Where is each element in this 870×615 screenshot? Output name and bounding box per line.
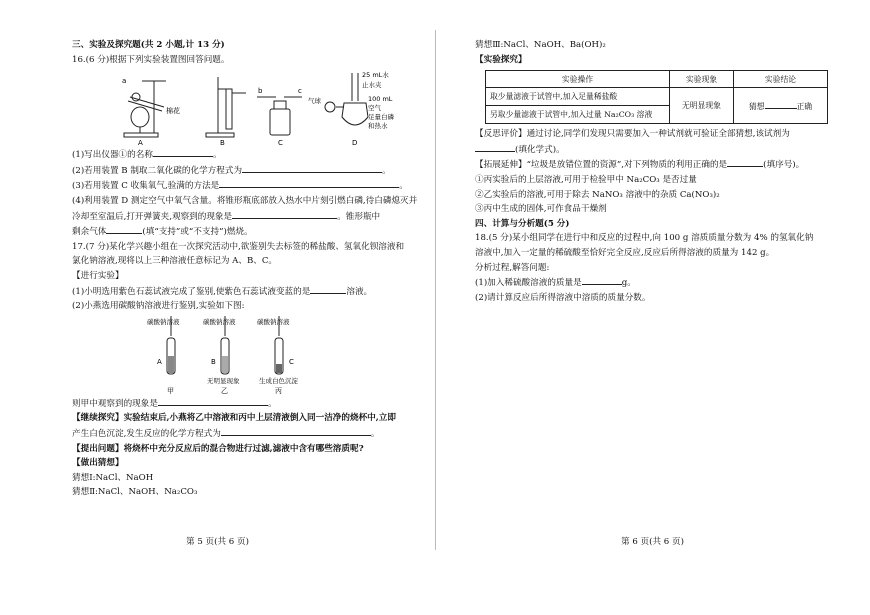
tuozhan-text: 【拓展延伸】“垃圾是放错位置的资源”,对下列物质的利用正确的是: [475, 160, 728, 171]
jixu-b: 产生白色沉淀,发生反应的化学方程式为 。: [72, 426, 421, 442]
label-c: c: [298, 87, 302, 96]
tube-name-jia: 甲: [167, 386, 174, 395]
section-title: 三、实验及探究题(共 2 小题,计 13 分): [72, 40, 225, 50]
answer-blank[interactable]: [582, 275, 622, 285]
q18-c: 分析过程,解答问题:: [475, 262, 550, 273]
tube-name-yi: 乙: [221, 386, 228, 395]
jixu-a: 【继续探究】实验结束后,小燕将乙中溶液和丙中上层清液倒入同一洁净的烧杯中,立即: [72, 413, 396, 424]
q18-1-text: (1)加入稀硫酸溶液的质量是: [475, 278, 582, 289]
jinxing-heading: 【进行实验】: [72, 270, 124, 281]
q16-2-text: (2)若用装置 B 制取二氧化碳的化学方程式为: [72, 165, 243, 176]
answer-blank[interactable]: [219, 178, 399, 188]
answer-blank[interactable]: [242, 163, 382, 173]
answer-blank[interactable]: [106, 224, 142, 234]
tube-name-bing: 丙: [275, 386, 282, 395]
tube-letter-A: A: [157, 357, 162, 366]
option-1: ①丙实验后的上层溶液,可用于检验甲中 Na₂CO₃ 是否过量: [475, 174, 697, 185]
answer-blank[interactable]: [221, 426, 371, 436]
answer-blank[interactable]: [158, 396, 268, 406]
label-A: A: [138, 139, 143, 148]
tube-label-2: 碳酸钠溶液: [203, 317, 236, 326]
table-cell-op1: 取少量滤液于试管中,加入足量稀盐酸: [486, 88, 670, 106]
tube-label-3: 碳酸钠溶液: [257, 317, 290, 326]
q17-2: (2)小燕选用碳酸钠溶液进行鉴别,实验如下图:: [72, 301, 245, 312]
label-kongqi: 空气: [368, 104, 381, 113]
answer-blank[interactable]: [232, 209, 337, 219]
q18-1: [475, 275, 850, 291]
tube-letter-B: B: [211, 357, 216, 366]
q16-4a: (4)利用装置 D 测定空气中氧气含量。将锥形瓶底部放入热水中片刻引燃白磷,待白磷熄灭并: [72, 195, 418, 206]
label-25ml: 25 mL水: [362, 71, 389, 80]
q18-1-end: g。: [621, 278, 636, 289]
apparatus-c: [257, 97, 302, 135]
option-3: ③丙中生成的固体,可作食品干燥剂: [475, 204, 607, 215]
q17-1: [72, 284, 421, 300]
right-page: [435, 0, 870, 615]
q16-4c-text: 剩余气体: [72, 227, 107, 238]
label-a-small: a: [122, 77, 127, 86]
q16-4b-end: 。锥形瓶中: [337, 211, 381, 222]
q16-1-text: (1)写出仪器①的名称: [72, 150, 153, 161]
q17-1-end: 溶液。: [346, 286, 373, 297]
caixiang-2: 猜想Ⅱ:NaCl、NaOH、Na₂CO₃: [72, 487, 198, 498]
tube-result-sheng: 生成白色沉淀: [259, 376, 298, 385]
answer-blank[interactable]: [475, 142, 515, 152]
label-baimei: 足量白磷: [368, 113, 394, 122]
label-reshui: 和热水: [368, 122, 388, 131]
page-footer-right: 第 6 页(共 6 页): [621, 537, 684, 547]
q17-1-text: (1)小明选用紫色石蕊试液完成了鉴别,使紫色石蕊试液变蓝的是: [72, 286, 311, 297]
fansi-b: [475, 142, 850, 158]
label-B: B: [220, 139, 225, 148]
fansi-a: 【反思评价】通过讨论,同学们发现只需要加入一种试剂就可验证全部猜想,该试剂为: [475, 129, 790, 140]
q16-2: (2)若用装置 B 制取二氧化碳的化学方程式为 。: [72, 163, 421, 179]
label-qiqiu: 气球: [308, 97, 321, 106]
label-zhishui: 止水夹: [362, 81, 382, 90]
table-row: [486, 88, 828, 106]
apparatus-b: [206, 77, 246, 137]
apparatus-figure: [112, 67, 412, 147]
tichu-wenti: 【提出问题】将烧杯中充分反应后的混合物进行过滤,滤液中含有哪些溶质呢?: [72, 443, 364, 454]
test-tube-figure: [147, 314, 377, 396]
table-cell-conclusion: [734, 88, 828, 124]
table-header: 实验现象: [670, 71, 734, 88]
zuochu-caixiang: 【做出猜想】: [72, 458, 124, 469]
caixiang-1: 猜想Ⅰ:NaCl、NaOH: [72, 472, 154, 483]
table-header: 实验结论: [734, 71, 828, 88]
q17-a: 17.(7 分)某化学兴趣小组在一次探究活动中,欲鉴别失去标签的稀盐酸、氢氧化钡溶液和: [72, 241, 405, 252]
q18-b: 溶液中,加入一定量的稀硫酸至恰好完全反应,反应后所得溶液的质量为 142 g。: [475, 247, 775, 258]
q17-b: 氯化钠溶液,现将以上三种溶液任意标记为 A、B、C。: [72, 256, 278, 267]
tuozhan: [475, 157, 850, 173]
tube-letter-C: C: [289, 357, 294, 366]
label-b: b: [258, 87, 263, 96]
q16-3: (3)若用装置 C 收集氧气,验满的方法是 。: [72, 178, 421, 194]
tube-label-1: 碳酸钠溶液: [147, 317, 180, 326]
answer-blank[interactable]: [727, 157, 763, 167]
q17-jia: 则甲中观察到的现象是 。: [72, 396, 421, 412]
label-100ml: 100 mL: [368, 95, 393, 104]
q18-a: 18.(5 分)某小组同学在进行中和反应的过程中,向 100 g 溶质质量分数为 4% 的氢氧化钠: [475, 233, 814, 244]
tube-result-wu: 无明显现象: [207, 376, 240, 385]
q18-2: (2)请计算反应后所得溶液中溶质的质量分数。: [475, 292, 651, 303]
q16-intro: 16.(6 分)根据下列实验装置图回答问题。: [72, 54, 230, 65]
q16-4b: [72, 209, 421, 225]
table-header-row: [486, 71, 828, 88]
table-cell-op2: 另取少量滤液于试管中,加入过量 Na₂CO₃ 溶液: [486, 106, 670, 124]
q17-jia-text: 则甲中观察到的现象是: [72, 398, 158, 409]
conc-post: 正确: [796, 102, 813, 112]
experiment-table: [485, 70, 828, 124]
tuozhan-end: (填序号)。: [763, 160, 805, 171]
label-C: C: [278, 139, 283, 148]
q16-4b-text: 冷却至室温后,打开弹簧夹,观察到的现象是: [72, 211, 233, 222]
section-4-title: 四、计算与分析题(5 分): [475, 218, 570, 229]
q16-3-text: (3)若用装置 C 收集氧气,验满的方法是: [72, 181, 220, 192]
label-D: D: [352, 139, 358, 148]
q16-4c: [72, 224, 421, 240]
caixiang-3: 猜想Ⅲ:NaCl、NaOH、Ba(OH)₂: [475, 40, 606, 50]
answer-blank[interactable]: [153, 147, 213, 157]
shiyan-tanjiu: 【实验探究】: [475, 54, 527, 65]
page-footer-left: 第 5 页(共 6 页): [186, 537, 249, 547]
conc-pre: 猜想: [748, 102, 765, 112]
apparatus-a: [124, 81, 166, 137]
jixu-b-text: 产生白色沉淀,发生反应的化学方程式为: [72, 428, 221, 439]
answer-blank[interactable]: [765, 99, 797, 109]
label-mianhua: 棉花: [166, 107, 180, 116]
q16-1: (1)写出仪器①的名称 。: [72, 147, 421, 163]
fansi-b-text: (填化学式)。: [515, 144, 565, 155]
table-header: 实验操作: [486, 71, 670, 88]
option-2: ②乙实验后的溶液,可用于除去 NaNO₃ 溶液中的杂质 Ca(NO₃)₂: [475, 189, 720, 200]
q16-4c-end: (填“支持”或“不支持”)燃烧。: [142, 227, 253, 238]
answer-blank[interactable]: [310, 284, 346, 294]
table-cell-phenomenon: 无明显现象: [670, 88, 734, 124]
